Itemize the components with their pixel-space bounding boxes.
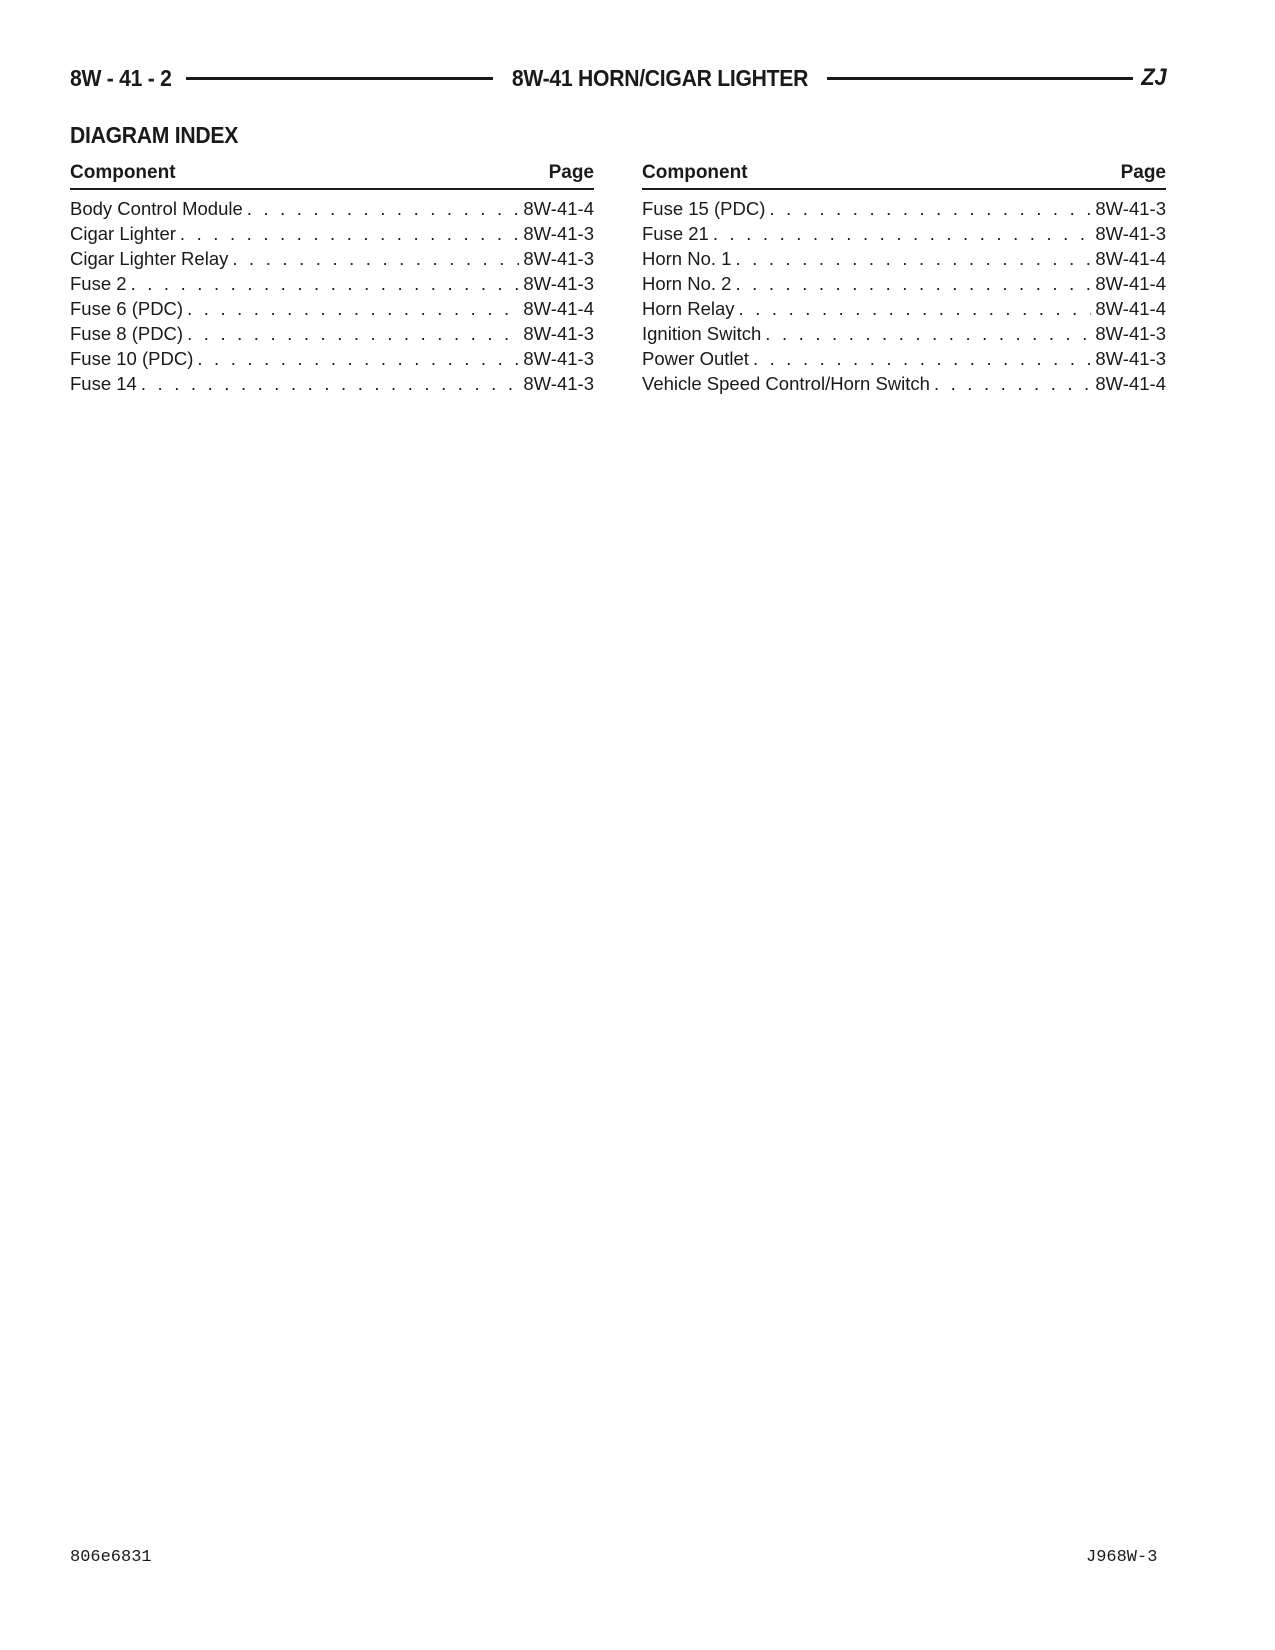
- index-entry: [642, 221, 1166, 246]
- dot-leader: [735, 246, 1091, 271]
- section-heading: 8W-41 HORN/CIGAR LIGHTER: [511, 64, 808, 91]
- page-reference: 8W-41-3: [523, 323, 594, 344]
- dot-leader: [735, 271, 1091, 296]
- index-entry: [70, 296, 594, 321]
- index-entry: [70, 371, 594, 396]
- page-reference: 8W-41-3: [1095, 223, 1166, 244]
- footer-image-code: 806e6831: [70, 1548, 152, 1567]
- index-entry: [642, 246, 1166, 271]
- index-entry: [70, 246, 594, 271]
- index-entry: [70, 321, 594, 346]
- dot-leader: [934, 371, 1091, 396]
- diagram-index-title: DIAGRAM INDEX: [70, 122, 239, 148]
- dot-leader: [739, 296, 1092, 321]
- column-header: [642, 158, 1166, 190]
- index-list: [642, 190, 1166, 396]
- index-list: [70, 190, 594, 396]
- dot-leader: [753, 346, 1091, 371]
- page-reference: 8W-41-3: [1095, 198, 1166, 219]
- component-name: Horn No. 1: [642, 248, 732, 269]
- page-reference: 8W-41-4: [1095, 298, 1166, 319]
- page-reference: 8W-41-3: [523, 248, 594, 269]
- index-entry: [642, 321, 1166, 346]
- dot-leader: [187, 321, 519, 346]
- index-entry: [70, 196, 594, 221]
- index-column-left: [70, 158, 594, 396]
- component-name: Fuse 2: [70, 273, 127, 294]
- component-name: Cigar Lighter Relay: [70, 248, 229, 269]
- footer-document-code: J968W-3: [1086, 1548, 1158, 1567]
- header-rule-left: [186, 77, 492, 80]
- index-entry: [70, 271, 594, 296]
- page-reference: 8W-41-3: [1095, 348, 1166, 369]
- component-name: Fuse 6 (PDC): [70, 298, 184, 319]
- dot-leader: [180, 221, 519, 246]
- dot-leader: [187, 296, 519, 321]
- component-name: Vehicle Speed Control/Horn Switch: [642, 373, 930, 394]
- page-number: 8W - 41 - 2: [70, 64, 172, 91]
- dot-leader: [765, 321, 1091, 346]
- component-name: Cigar Lighter: [70, 223, 176, 244]
- page-reference: 8W-41-4: [1095, 248, 1166, 269]
- component-name: Fuse 21: [642, 223, 709, 244]
- page-column-header: Page: [1120, 162, 1166, 183]
- index-entry: [70, 221, 594, 246]
- page-reference: 8W-41-3: [523, 348, 594, 369]
- dot-leader: [713, 221, 1092, 246]
- index-entry: [642, 346, 1166, 371]
- page-reference: 8W-41-4: [523, 298, 594, 319]
- page-reference: 8W-41-3: [523, 223, 594, 244]
- page-reference: 8W-41-3: [1095, 323, 1166, 344]
- dot-leader: [141, 371, 520, 396]
- dot-leader: [197, 346, 519, 371]
- dot-leader: [232, 246, 519, 271]
- index-column-right: [642, 158, 1166, 396]
- dot-leader: [769, 196, 1091, 221]
- page-reference: 8W-41-4: [1095, 273, 1166, 294]
- component-name: Power Outlet: [642, 348, 749, 369]
- component-name: Horn No. 2: [642, 273, 732, 294]
- page-reference: 8W-41-3: [523, 273, 594, 294]
- component-name: Fuse 14: [70, 373, 137, 394]
- model-code: ZJ: [1140, 64, 1167, 91]
- component-name: Body Control Module: [70, 198, 243, 219]
- header-rule-right: [827, 77, 1133, 80]
- dot-leader: [131, 271, 520, 296]
- component-column-header: Component: [642, 162, 748, 183]
- component-name: Horn Relay: [642, 298, 735, 319]
- page-header: [70, 60, 1166, 96]
- component-name: Ignition Switch: [642, 323, 762, 344]
- index-entry: [642, 196, 1166, 221]
- page-column-header: Page: [548, 162, 594, 183]
- component-name: Fuse 10 (PDC): [70, 348, 194, 369]
- component-name: Fuse 8 (PDC): [70, 323, 184, 344]
- column-header: [70, 158, 594, 190]
- dot-leader: [247, 196, 520, 221]
- page-reference: 8W-41-4: [1095, 373, 1166, 394]
- page-reference: 8W-41-4: [523, 198, 594, 219]
- index-entry: [70, 346, 594, 371]
- index-entry: [642, 371, 1166, 396]
- index-entry: [642, 296, 1166, 321]
- component-column-header: Component: [70, 162, 176, 183]
- index-entry: [642, 271, 1166, 296]
- component-name: Fuse 15 (PDC): [642, 198, 766, 219]
- page-reference: 8W-41-3: [523, 373, 594, 394]
